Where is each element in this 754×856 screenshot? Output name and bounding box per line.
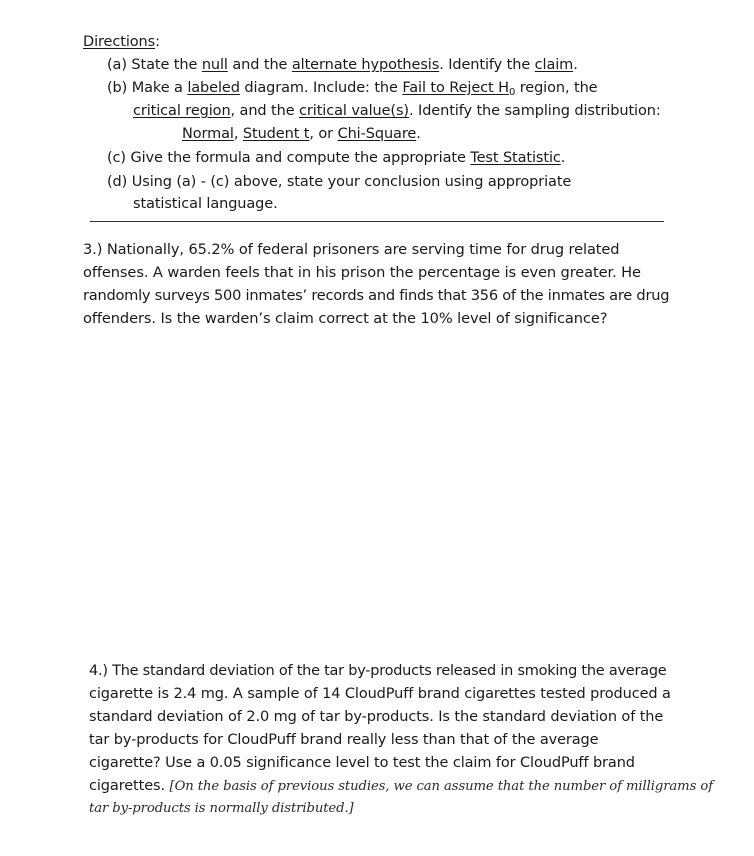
- direction-c: [107, 148, 565, 168]
- direction-b-sampling: . Identify the sampling distribution:: [409, 103, 661, 119]
- fail-to-reject-text: Fail to Reject H: [402, 80, 509, 96]
- direction-b-prefix: (b) Make a: [107, 80, 188, 96]
- normal-term: Normal: [182, 126, 234, 142]
- direction-a-and: and the: [227, 57, 292, 73]
- claim-term: claim: [534, 57, 574, 73]
- direction-a-prefix: (a) State the: [107, 57, 202, 73]
- direction-d-line2: statistical language.: [133, 196, 278, 212]
- alternate-hypothesis-term: alternate hypothesis: [291, 57, 440, 73]
- direction-a-end: .: [573, 57, 578, 73]
- chi-square-term: Chi-Square: [337, 126, 417, 142]
- test-statistic-term: Test Statistic: [470, 150, 561, 166]
- problem4-italic-note: [On the basis of previous studies, we can assume that the number of milligrams of: [169, 779, 713, 794]
- problem3-line: offenders. Is the warden’s claim correct at the 10% level of significance?: [83, 310, 608, 327]
- fail-to-reject-term: [402, 80, 515, 96]
- null-term: null: [201, 57, 228, 73]
- critical-value-term: critical value(s): [299, 103, 409, 119]
- direction-a-identify: . Identify the: [439, 57, 535, 73]
- critical-region-term: critical region: [133, 103, 231, 119]
- direction-b-include: diagram. Include: the: [239, 80, 403, 96]
- problem3-line: 3.) Nationally, 65.2% of federal prisoners are serving time for drug related: [83, 241, 620, 258]
- problem3-line: offenses. A warden feels that in his prison the percentage is even greater. He: [83, 264, 641, 281]
- problem4-last-line: [89, 776, 713, 797]
- direction-b-line3: [182, 124, 421, 144]
- problem4-line: cigarette? Use a 0.05 significance level to test the claim for CloudPuff brand: [89, 755, 635, 771]
- direction-b-and-the: , and the: [230, 103, 300, 119]
- problem4-line: cigarette is 2.4 mg. A sample of 14 CloudPuff brand cigarettes tested produced a: [89, 686, 671, 702]
- direction-c-prefix: (c) Give the formula and compute the appropriate: [107, 150, 471, 166]
- problem4-line: tar by-products for CloudPuff brand really less than that of the average: [89, 732, 599, 748]
- problem4-line: standard deviation of 2.0 mg of tar by-products. Is the standard deviation of the: [89, 709, 664, 725]
- direction-a: [107, 55, 578, 75]
- direction-d-line1: (d) Using (a) - (c) above, state your conclusion using appropriate: [107, 174, 572, 190]
- problem4-line: 4.) The standard deviation of the tar by-products released in smoking the average: [89, 663, 667, 679]
- student-t-term: Student t: [242, 126, 310, 142]
- h0-subscript: 0: [508, 87, 516, 98]
- labeled-term: labeled: [187, 80, 240, 96]
- direction-c-end: .: [560, 150, 566, 166]
- directions-heading: [83, 32, 160, 52]
- problem4-italic-note-2: tar by-products is normally distributed.]: [89, 801, 354, 816]
- direction-b-end: .: [416, 126, 421, 142]
- direction-b-line1: [107, 78, 598, 103]
- direction-b-line2: [133, 101, 661, 121]
- problem4-cigarettes: cigarettes.: [89, 778, 170, 794]
- directions-heading-text: Directions: [83, 34, 156, 50]
- directions-heading-colon: :: [155, 34, 160, 50]
- direction-b-comma: ,: [233, 126, 243, 142]
- direction-b-region: region, the: [515, 80, 598, 96]
- problem3-line: randomly surveys 500 inmates’ records and finds that 356 of the inmates are drug: [83, 287, 670, 304]
- direction-b-or: , or: [309, 126, 338, 142]
- section-divider: [90, 221, 664, 222]
